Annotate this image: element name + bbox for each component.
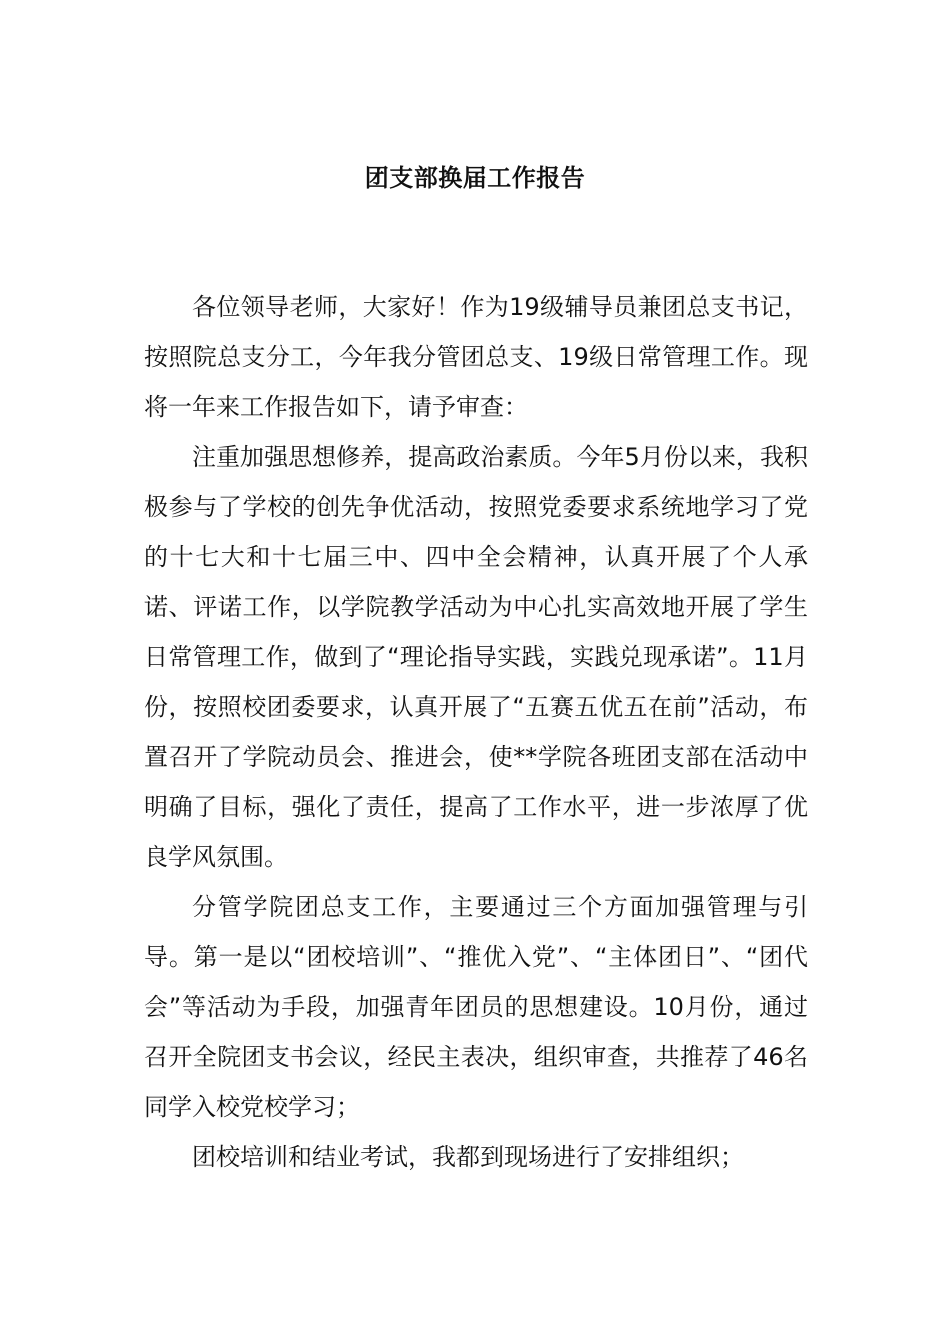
paragraph-league-management: 分管学院团总支工作，主要通过三个方面加强管理与引导。第一是以“团校培训”、“推优入党”、“主体团日”、“团代会”等活动为手段，加强青年团员的思想建设。10月份，通过召开全院团支书会议，经民主表决，组织审查，共推荐了46名同学入校党校学习； [144,893,808,1121]
paragraph-political-quality: 注重加强思想修养，提高政治素质。今年5月份以来，我积极参与了学校的创先争优活动，按照党委要求系统地学习了党的十七大和十七届三中、四中全会精神，认真开展了个人承诺、评诺工作，以学院教学活动为中心扎实高效地开展了学生日常管理工作，做到了“理论指导实践，实践兑现承诺”。11月份，按照校团委要求，认真开展了“五赛五优五在前”活动，布置召开了学院动员会、推进会，使**学院各班团支部在活动中明确了目标，强化了责任，提高了工作水平，进一步浓厚了优良学风氛围。 [144,443,808,871]
paragraph-training: 团校培训和结业考试，我都到现场进行了安排组织； [192,1143,744,1171]
document-body [144,282,808,1182]
document-title: 团支部换届工作报告 [364,164,586,192]
paragraph-greeting: 各位领导老师，大家好！作为19级辅导员兼团总支书记，按照院总支分工，今年我分管团总支、19级日常管理工作。现将一年来工作报告如下，请予审查： [144,293,808,421]
